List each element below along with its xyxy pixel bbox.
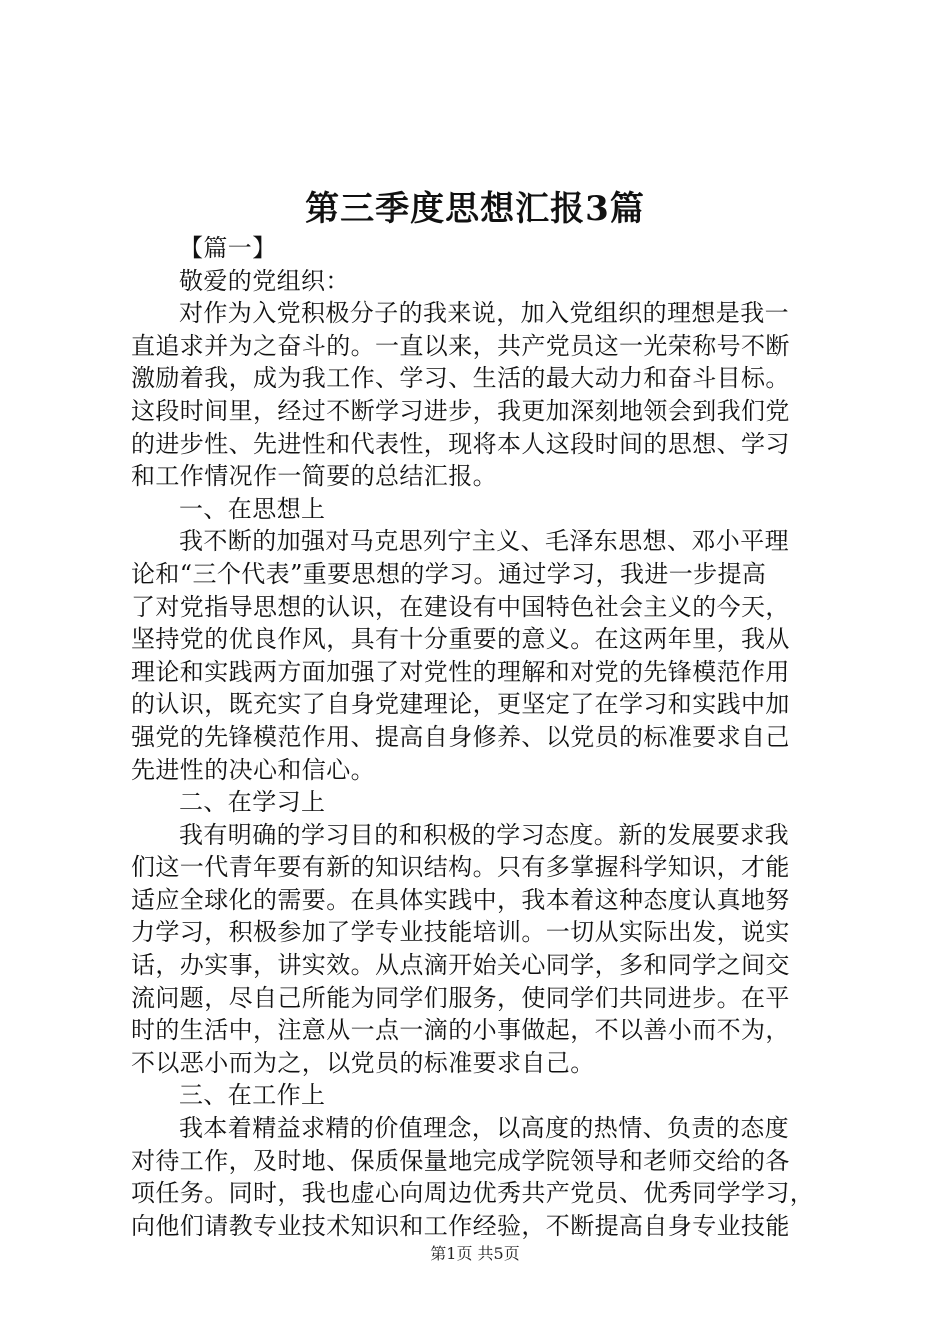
text-line: 【篇一】 [179, 234, 277, 262]
text-line: 的认识，既充实了自身党建理论，更坚定了在学习和实践中加 [131, 690, 790, 719]
text-line: 激励着我，成为我工作、学习、生活的最大动力和奋斗目标。 [131, 364, 790, 393]
text-line: 二、在学习上 [179, 788, 326, 817]
text-line: 向他们请教专业技术知识和工作经验，不断提高自身专业技能 [131, 1211, 790, 1240]
text-line: 和工作情况作一简要的总结汇报。 [131, 462, 497, 491]
text-line: 敬爱的党组织： [179, 266, 350, 295]
text-line: 论和“三个代表”重要思想的学习。通过学习，我进一步提高 [131, 559, 767, 588]
page-title: 第三季度思想汇报3篇 [305, 189, 645, 229]
text-line: 我有明确的学习目的和积极的学习态度。新的发展要求我 [179, 820, 789, 849]
text-line: 适应全球化的需要。在具体实践中，我本着这种态度认真地努 [131, 885, 790, 914]
text-line: 项任务。同时，我也虚心向周边优秀共产党员、优秀同学学习， [131, 1179, 815, 1208]
text-line: 这段时间里，经过不断学习进步，我更加深刻地领会到我们党 [131, 396, 790, 425]
text-line: 流问题，尽自己所能为同学们服务，使同学们共同进步。在平 [131, 983, 790, 1012]
text-line: 们这一代青年要有新的知识结构。只有多掌握科学知识，才能 [131, 853, 790, 882]
text-line: 强党的先锋模范作用、提高自身修养、以党员的标准要求自己 [131, 722, 790, 751]
text-line: 直追求并为之奋斗的。一直以来，共产党员这一光荣称号不断 [131, 331, 790, 360]
text-line: 一、在思想上 [179, 494, 326, 523]
text-line: 三、在工作上 [179, 1081, 326, 1110]
text-line: 我本着精益求精的价值理念，以高度的热情、负责的态度 [179, 1114, 789, 1143]
text-line: 对待工作，及时地、保质保量地完成学院领导和老师交给的各 [131, 1146, 790, 1175]
text-line: 我不断的加强对马克思列宁主义、毛泽东思想、邓小平理 [179, 527, 789, 556]
document-body [131, 232, 831, 1242]
text-line: 理论和实践两方面加强了对党性的理解和对党的先锋模范作用 [131, 657, 790, 686]
text-line: 对作为入党积极分子的我来说，加入党组织的理想是我一 [179, 299, 789, 328]
text-line: 不以恶小而为之，以党员的标准要求自己。 [131, 1048, 595, 1077]
text-line: 时的生活中，注意从一点一滴的小事做起，不以善小而不为， [131, 1016, 790, 1045]
text-line: 坚持党的优良作风，具有十分重要的意义。在这两年里，我从 [131, 625, 790, 654]
text-line: 先进性的决心和信心。 [131, 755, 375, 784]
text-line: 力学习，积极参加了学专业技能培训。一切从实际出发，说实 [131, 918, 790, 947]
page-footer: 第1页 共5页 [430, 1244, 520, 1263]
text-line: 话，办实事，讲实效。从点滴开始关心同学，多和同学之间交 [131, 951, 790, 980]
text-line: 了对党指导思想的认识，在建设有中国特色社会主义的今天， [131, 592, 790, 621]
text-line: 的进步性、先进性和代表性，现将本人这段时间的思想、学习 [131, 429, 790, 458]
